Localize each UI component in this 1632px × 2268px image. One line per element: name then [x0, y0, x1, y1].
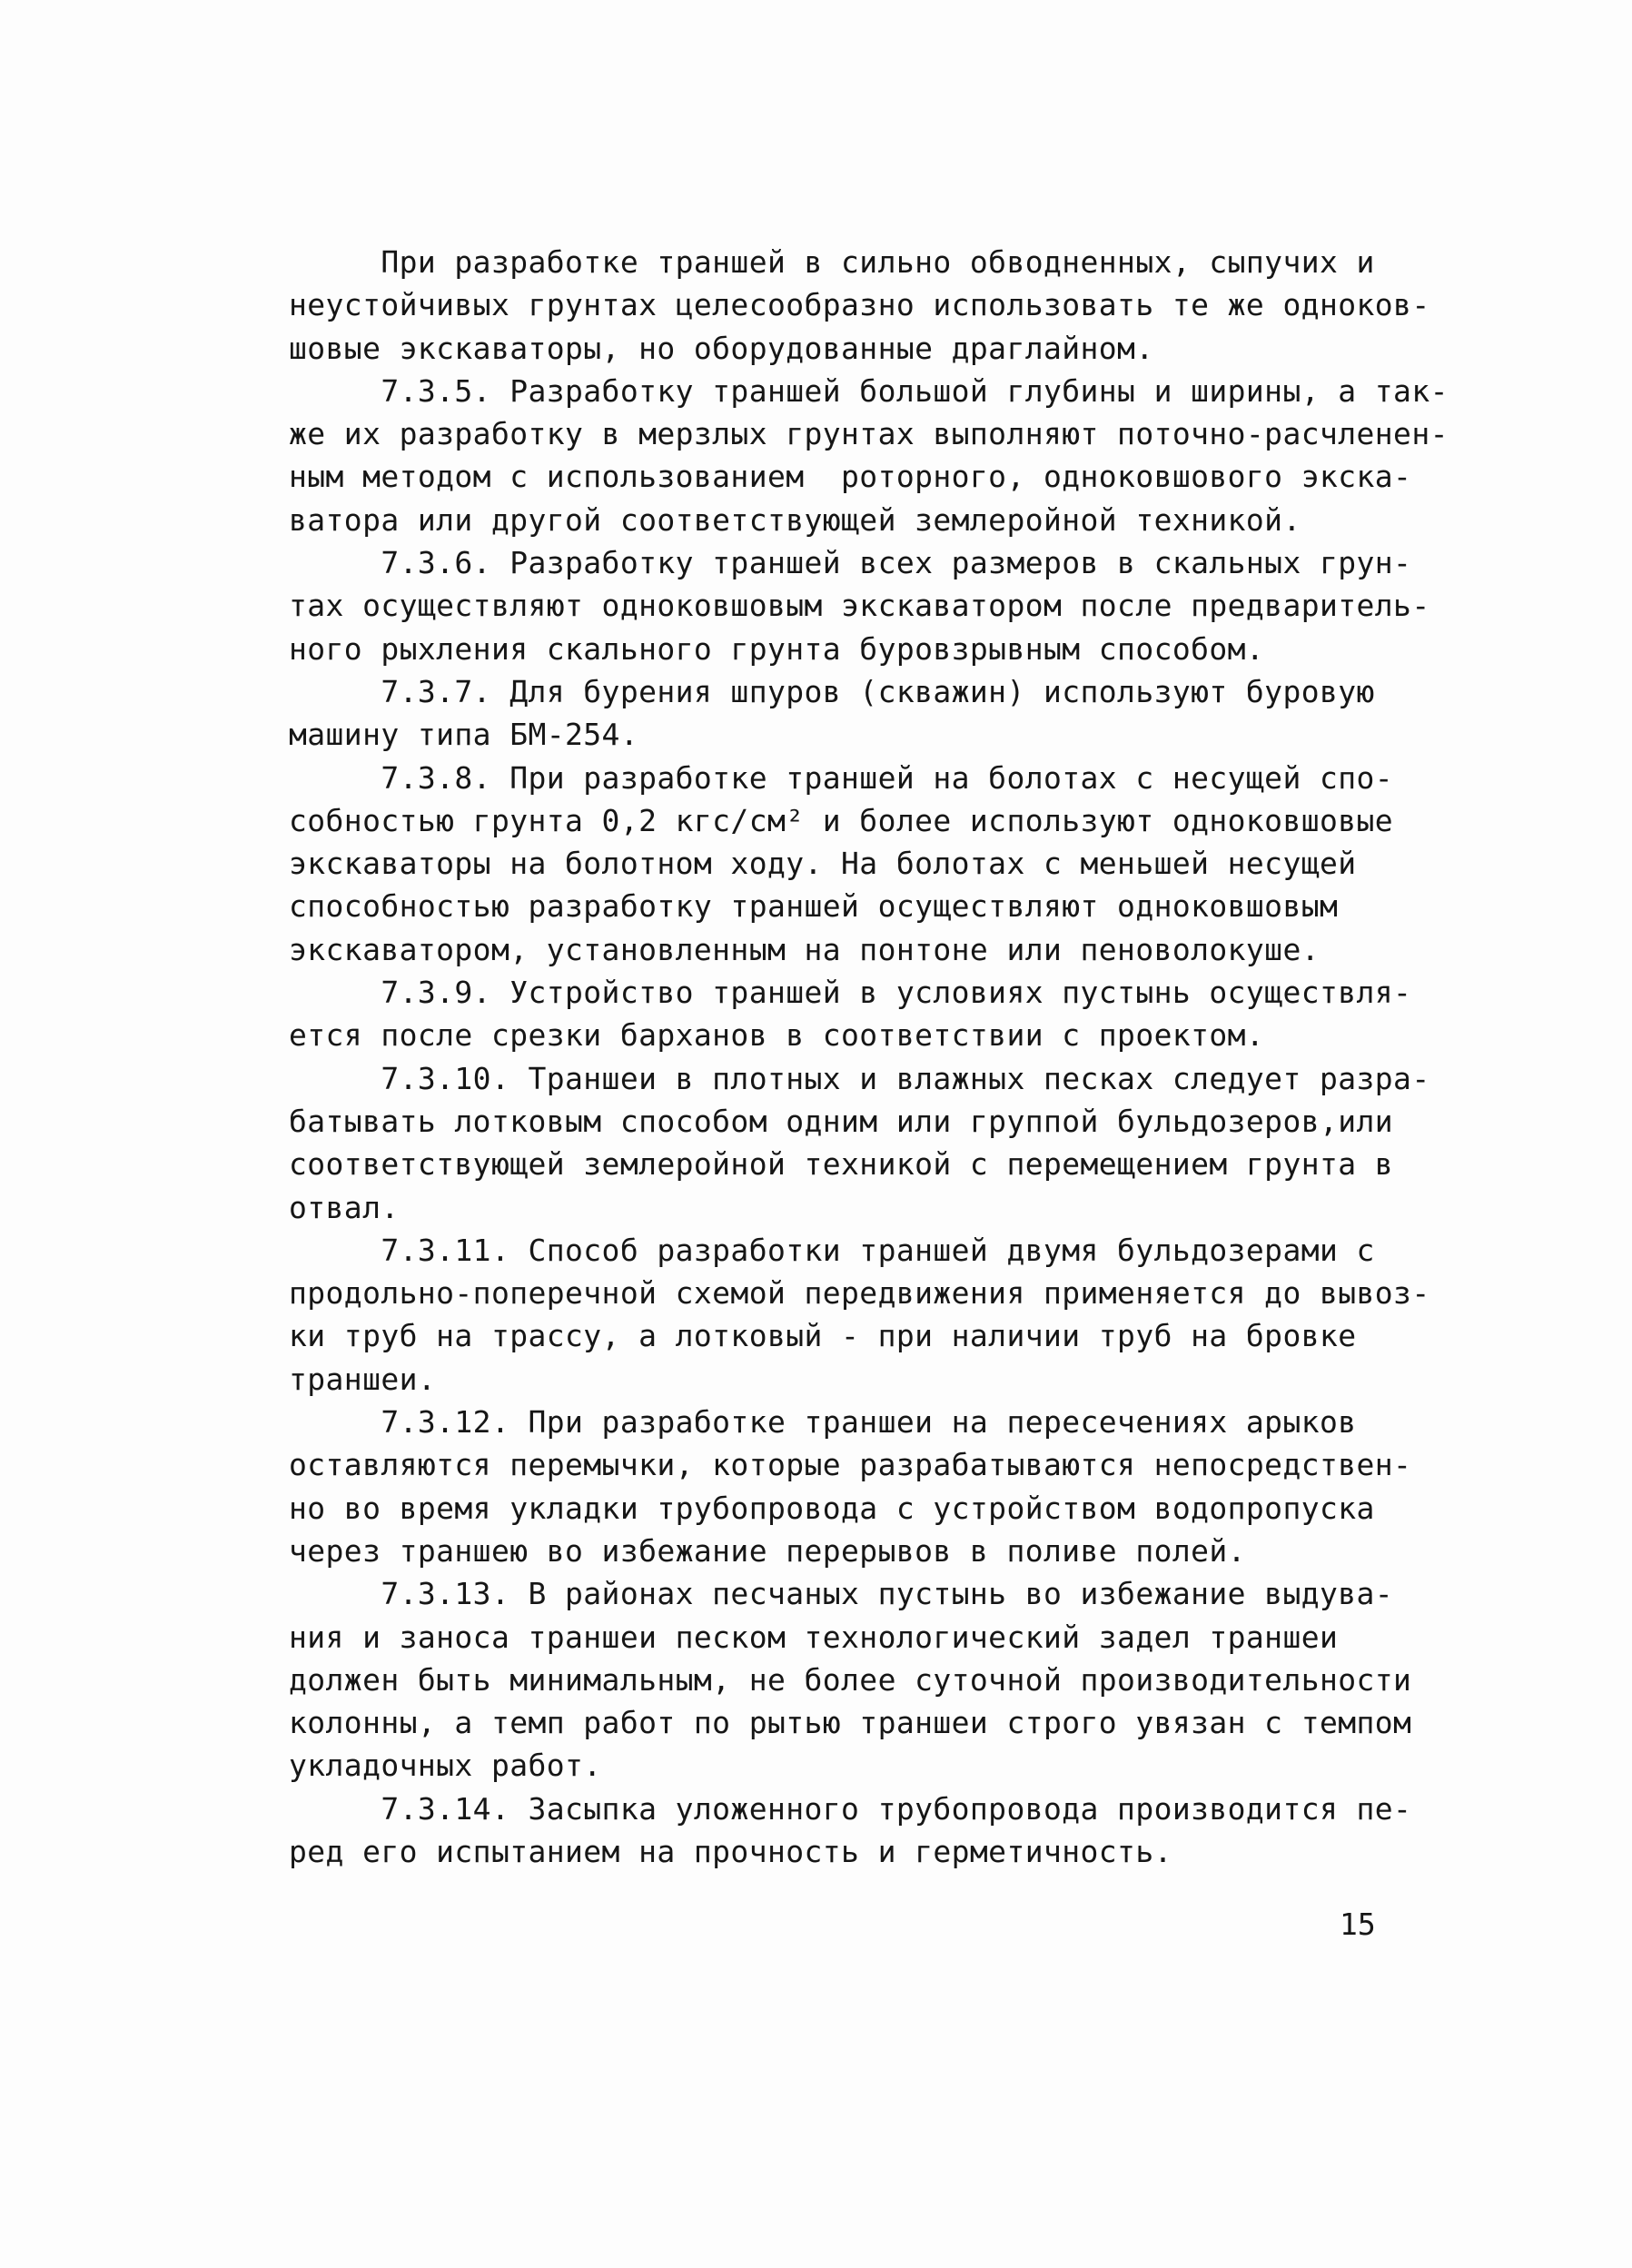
text-line: ния и заноса траншеи песком технологический задел траншеи: [289, 1619, 1339, 1655]
body-text: [289, 241, 1449, 1873]
text-line: оставляются перемычки, которые разрабатываются непосредствен-: [289, 1447, 1412, 1483]
text-line: продольно-поперечной схемой передвижения применяется до вывоз-: [289, 1275, 1430, 1312]
text-line: должен быть минимальным, не более суточной производительности: [289, 1661, 1412, 1698]
text-line: экскаваторы на болотном ходу. На болотах с меньшей несущей: [289, 846, 1357, 882]
text-line: шовые экскаваторы, но оборудованные драглайном.: [289, 330, 1154, 366]
text-line: ного рыхления скального грунта буровзрывным способом.: [289, 630, 1265, 667]
text-line: ным методом с использованием роторного, одноковшового экска-: [289, 459, 1412, 495]
text-line: собностью грунта 0,2 кгс/см² и более используют одноковшовые: [289, 802, 1394, 838]
text-line: соответствующей землеройной техникой с перемещением грунта в: [289, 1146, 1394, 1183]
text-line: колонны, а темп работ по рытью траншеи строго увязан с темпом: [289, 1705, 1412, 1741]
text-line: 7.3.12. При разработке траншеи на пересечениях арыков: [289, 1404, 1357, 1441]
text-line: ватора или другой соответствующей землеройной техникой.: [289, 501, 1301, 538]
text-line: ред его испытанием на прочность и герметичность.: [289, 1833, 1172, 1869]
text-line: укладочных работ.: [289, 1748, 602, 1784]
text-line: 7.3.13. В районах песчаных пустынь во избежание выдува-: [289, 1576, 1394, 1612]
text-line: 7.3.14. Засыпка уложенного трубопровода производится пе-: [289, 1790, 1412, 1827]
text-line: способностью разработку траншей осуществляют одноковшовым: [289, 888, 1339, 925]
text-line: неустойчивых грунтах целесообразно использовать те же одноков-: [289, 287, 1430, 323]
page-number: 15: [1340, 1907, 1376, 1942]
text-line: траншеи.: [289, 1361, 437, 1397]
text-line: 7.3.9. Устройство траншей в условиях пустынь осуществля-: [289, 975, 1412, 1011]
text-line: 7.3.5. Разработку траншей большой глубины и ширины, а так-: [289, 372, 1449, 409]
text-line: 7.3.8. При разработке траншей на болотах с несущей спо-: [289, 759, 1394, 796]
text-line: 7.3.7. Для бурения шпуров (скважин) используют буровую: [289, 673, 1375, 709]
text-line: ется после срезки барханов в соответствии с проектом.: [289, 1017, 1265, 1054]
text-line: При разработке траншей в сильно обводненных, сыпучих и: [289, 244, 1375, 280]
text-line: тах осуществляют одноковшовым экскаватором после предваритель-: [289, 588, 1430, 624]
text-line: машину типа БМ-254.: [289, 717, 639, 753]
text-line: через траншею во избежание перерывов в поливе полей.: [289, 1532, 1246, 1569]
text-line: же их разработку в мерзлых грунтах выполняют поточно-расчленен-: [289, 416, 1449, 452]
text-line: ки труб на трассу, а лотковый - при наличии труб на бровке: [289, 1318, 1357, 1354]
text-line: 7.3.10. Траншеи в плотных и влажных песках следует разра-: [289, 1060, 1430, 1096]
text-line: экскаватором, установленным на понтоне или пеноволокуше.: [289, 931, 1320, 967]
text-line: 7.3.11. Способ разработки траншей двумя бульдозерами с: [289, 1232, 1375, 1268]
text-line: 7.3.6. Разработку траншей всех размеров в скальных грун-: [289, 545, 1412, 581]
text-line: отвал.: [289, 1189, 400, 1225]
text-line: но во время укладки трубопровода с устройством водопропуска: [289, 1490, 1375, 1526]
text-line: батывать лотковым способом одним или группой бульдозеров,или: [289, 1103, 1394, 1139]
